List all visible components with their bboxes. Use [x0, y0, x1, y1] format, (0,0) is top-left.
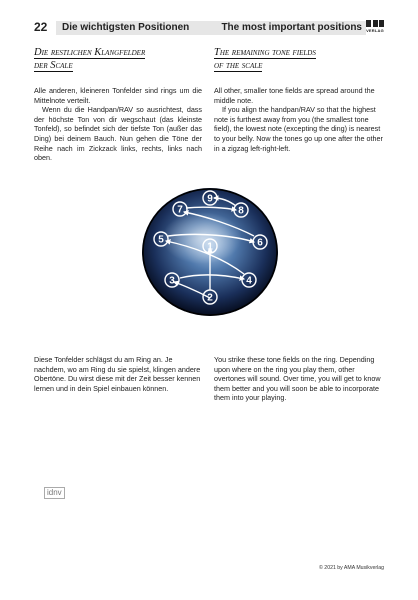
note-3-label: 3	[169, 275, 175, 287]
note-7-label: 7	[177, 204, 183, 216]
english-paragraph-1: All other, smaller tone fields are spread around the middle note.	[214, 86, 375, 105]
heading-german	[34, 46, 145, 72]
english-paragraph-2: If you align the handpan/RAV so that the highest note is furthest away from you (the smallest tone field), the lowest note (excepting the ding) is nearest to your belly. Now the tones go up one after the other in a zigzag left-right-left.	[214, 105, 383, 153]
german-text-lower	[34, 355, 202, 393]
page-number: 22	[34, 20, 48, 34]
note-1-label: 1	[207, 241, 213, 253]
logo-text: VERLAG	[366, 28, 384, 33]
german-paragraph-3: Diese Tonfelder schlägst du am Ring an. Je nachdem, wo am Ring du sie spielst, klingen andere Obertöne. Du wirst diese mit der Zeit besser kennen lernen und in dein Spiel einbauen können.	[34, 355, 201, 393]
german-paragraph-1: Alle anderen, kleineren Tonfelder sind rings um die Mittelnote verteilt.	[34, 86, 202, 105]
handpan-highlight	[162, 212, 242, 264]
header-title-german: Die wichtigsten Positionen	[62, 22, 190, 33]
english-paragraph-3: You strike these tone fields on the ring. Depending upon where on the ring you play them, other overtones will sound. Over time, you will get to know them better and you will soon be able to incorporate them into your playing.	[214, 355, 381, 403]
english-text-lower	[214, 355, 384, 403]
stamp-idnv: idnv	[44, 487, 65, 499]
english-text-upper	[214, 86, 384, 153]
note-8-label: 8	[238, 205, 244, 217]
handpan-diagram	[140, 186, 280, 318]
logo-block-2	[373, 20, 378, 27]
note-5-label: 5	[158, 234, 164, 246]
note-9-label: 9	[207, 193, 213, 205]
heading-english-line2: of the scale	[214, 60, 263, 71]
german-paragraph-2: Wenn du die Handpan/RAV so ausrichtest, dass der höchste Ton von dir wegschaut (das kleinste Tonfeld), so befindet sich der tiefste Ton (außer das Ding) bei deinem Bauch. Nun gehen die Töne der Reihe nach im Zickzack links, rechts, links nach oben.	[34, 105, 202, 163]
copyright-notice: © 2021 by AMA Musikverlag	[319, 565, 384, 571]
heading-english	[214, 46, 316, 72]
header-title-english: The most important positions	[221, 22, 362, 33]
heading-german-line2: der Scale	[34, 60, 73, 71]
logo-block-3	[379, 20, 384, 27]
page-header	[34, 20, 384, 36]
logo-block-1	[366, 20, 371, 27]
heading-german-line1: Die restlichen Klangfelder	[34, 47, 146, 58]
note-2-label: 2	[207, 292, 213, 304]
note-4-label: 4	[246, 275, 252, 287]
heading-english-line1: The remaining tone fields	[214, 47, 316, 58]
publisher-logo	[366, 20, 384, 36]
german-text-upper	[34, 86, 202, 163]
note-6-label: 6	[257, 237, 263, 249]
